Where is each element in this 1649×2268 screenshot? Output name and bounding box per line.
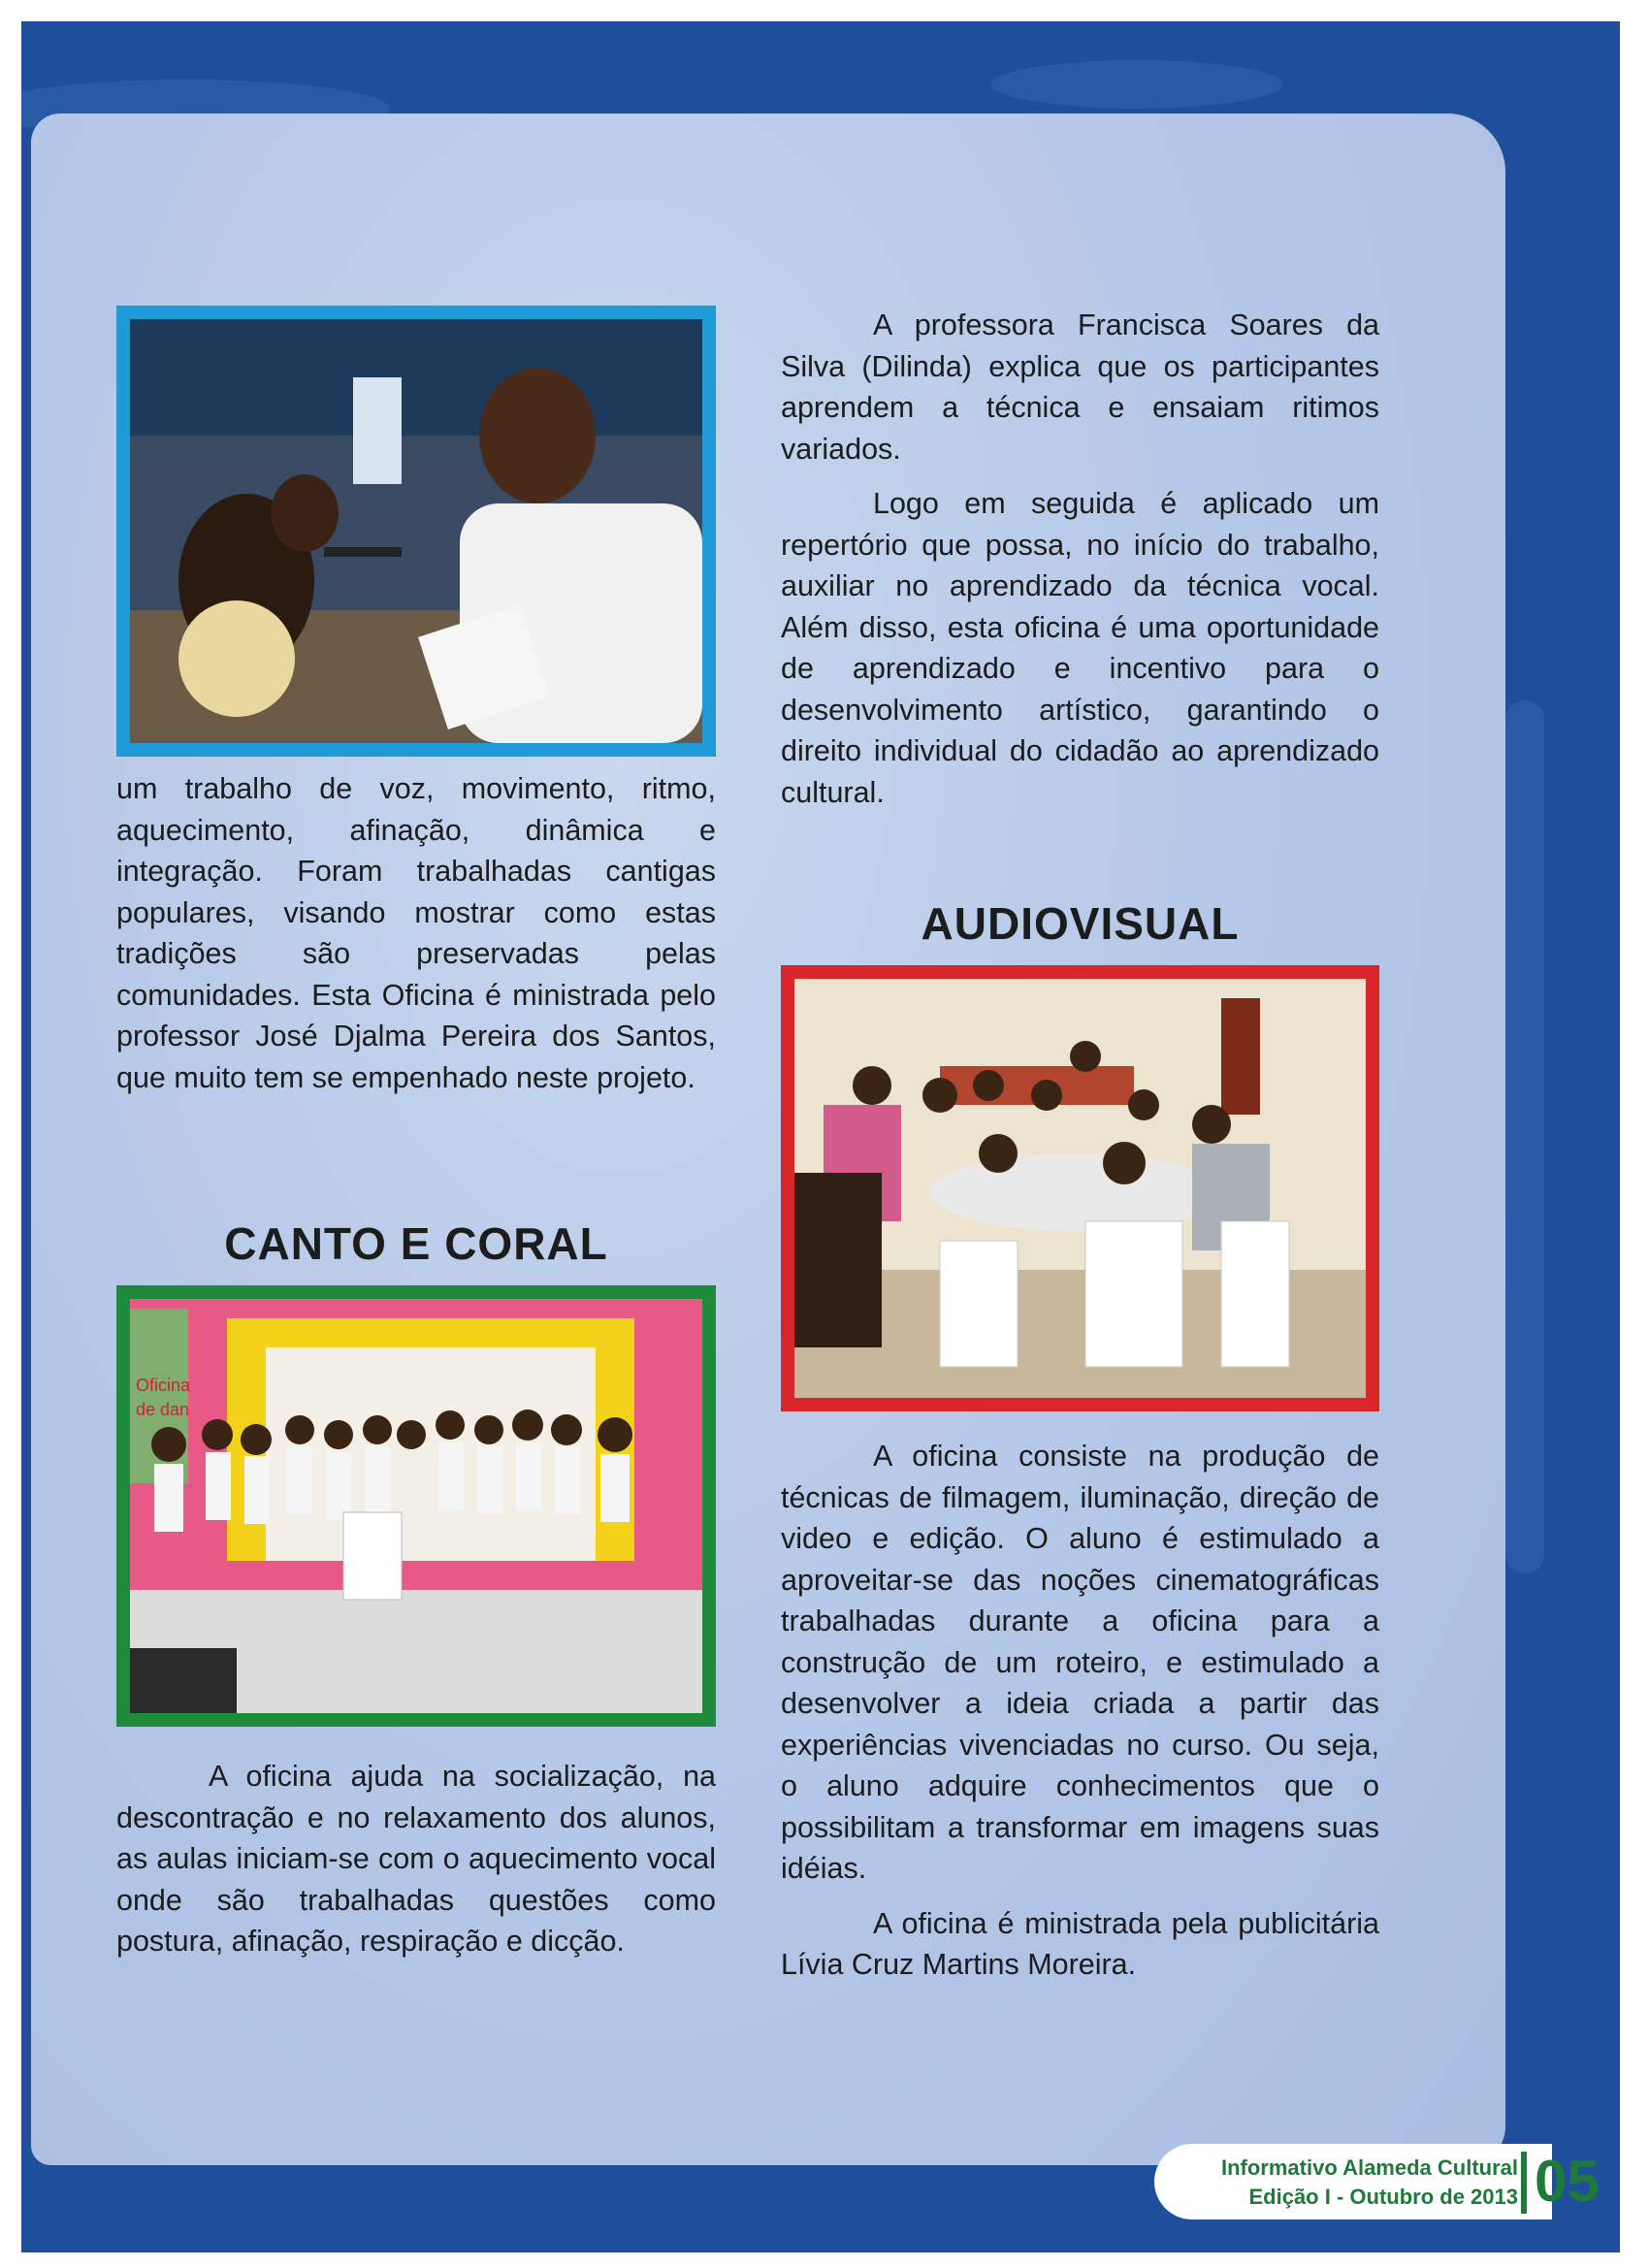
photo-audiovisual xyxy=(781,965,1379,1411)
canto-coral-heading: CANTO E CORAL xyxy=(224,1218,608,1269)
audiovisual-paragraph-1: A oficina consiste na produção de técnicas de filmagem, iluminação, direção de video e edição. O aluno é estimulado a aproveitar-se das noções cinematográficas trabalhadas durante a oficina para a construção de um roteiro, e estimulado a desenvolver a ideia criada a partir das experiências vivenciadas no curso. Ou seja, o aluno adquire conhecimentos que o possibilitam a transformar em imagens suas idéias. xyxy=(781,1440,1379,1885)
right-paragraph-2: Logo em seguida é aplicado um repertório que possa, no início do trabalho, auxiliar no aprendizado da técnica vocal. Além disso, esta oficina é uma oportunidade de aprendizado e incentivo para o desenvolvimento artístico, garantindo o direito individual do cidadão ao aprendizado cultural. xyxy=(781,487,1379,809)
photo-sign-line-2: de dan xyxy=(136,1400,190,1419)
canto-coral-paragraph-1: A oficina ajuda na socialização, na descontração e no relaxamento dos alunos, as aulas iniciam-se com o aquecimento vocal onde são trabalhadas questões como postura, afinação, respiração e dicção. xyxy=(116,1760,716,1958)
audiovisual-heading: AUDIOVISUAL xyxy=(921,898,1240,949)
decorative-splash xyxy=(1505,700,1544,1573)
photo-voice-lesson xyxy=(116,306,716,757)
page-number: 05 xyxy=(1535,2149,1600,2214)
footer-publication-title: Informativo Alameda Cultural xyxy=(1220,2155,1518,2180)
audiovisual-text xyxy=(781,1436,1379,1999)
voice-lesson-image xyxy=(130,319,702,743)
canto-coral-text xyxy=(116,1756,716,1976)
choir-image xyxy=(130,1299,702,1713)
footer-divider xyxy=(1521,2152,1527,2214)
left-column-text xyxy=(116,768,716,1112)
audiovisual-image xyxy=(794,979,1366,1398)
footer xyxy=(1154,2134,1630,2231)
left-paragraph-1: um trabalho de voz, movimento, ritmo, aquecimento, afinação, dinâmica e integração. Foram trabalhadas cantigas populares, visando mostrar como estas tradições são preservadas pelas comunidades. Esta Oficina é ministrada pelo professor José Djalma Pereira dos Santos, que muito tem se empenhado neste projeto. xyxy=(116,772,716,1094)
right-paragraph-1: A professora Francisca Soares da Silva (Dilinda) explica que os participantes aprendem a técnica e ensaiam ritimos variados. xyxy=(781,308,1379,466)
decorative-splash xyxy=(991,60,1282,109)
right-column-text xyxy=(781,305,1379,826)
audiovisual-paragraph-2: A oficina é ministrada pela publicitária Lívia Cruz Martins Moreira. xyxy=(781,1906,1379,1981)
photo-sign-line-1: Oficina xyxy=(136,1376,191,1395)
photo-choir xyxy=(116,1285,716,1727)
footer-edition: Edição I - Outubro de 2013 xyxy=(1248,2185,1518,2209)
